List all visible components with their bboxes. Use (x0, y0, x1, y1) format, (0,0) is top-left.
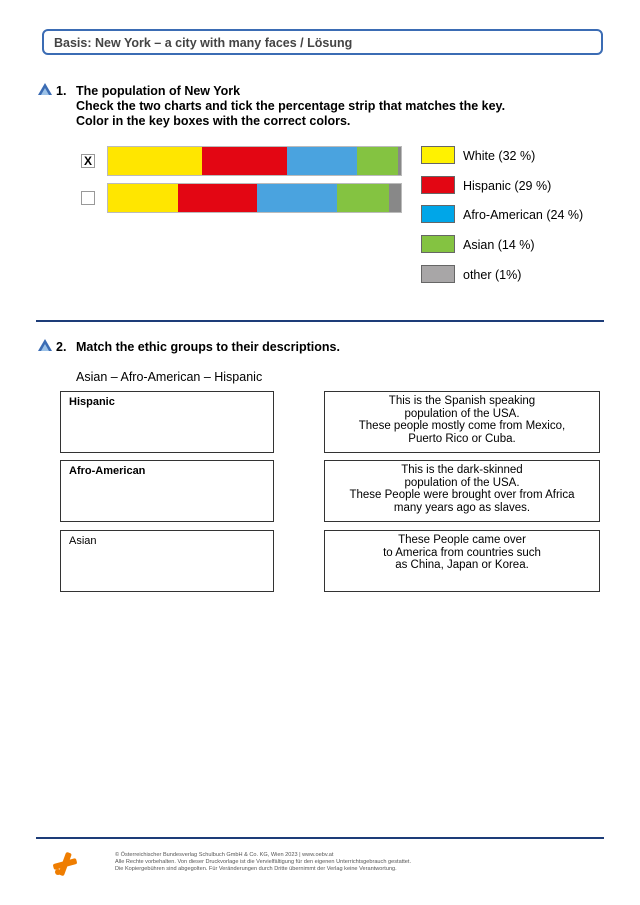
description-line: These People came over (398, 534, 526, 546)
task1-instruction-2: Color in the key boxes with the correct colors. (76, 114, 351, 128)
footer-line: © Österreichischer Bundesverlag Schulbuch GmbH & Co. KG, Wien 2023 | www.oebv.at (115, 852, 334, 858)
description-line: as China, Japan or Korea. (395, 559, 529, 571)
description-box-asian (324, 530, 600, 592)
task1-title: The population of New York (76, 84, 241, 98)
key-label-afro-american: Afro-American (24 %) (463, 208, 584, 222)
strip-segment (357, 147, 398, 175)
footer-divider (36, 837, 604, 839)
strip-segment (398, 147, 401, 175)
task2-number: 2. (56, 340, 67, 354)
key-label-hispanic: Hispanic (29 %) (463, 179, 552, 193)
strip-segment (257, 184, 336, 212)
task2-instruction: Match the ethic groups to their descriptions. (76, 340, 340, 354)
description-line: These people mostly come from Mexico, (358, 420, 566, 432)
header-box (42, 29, 603, 55)
footer-line: Die Kopiergebühren sind abgegolten. Für Veränderungen durch Dritte übernimmt der Verlag keine Verantwortung. (115, 866, 397, 872)
key-box-other (421, 265, 455, 283)
footer-line: Alle Rechte vorbehalten. Von dieser Druckvorlage ist die Vervielfältigung für den eigenen Unterrichtsgebrauch gestattet. (115, 859, 412, 865)
description-box-afro-american (324, 460, 600, 522)
task1-instruction: Check the two charts and tick the percentage strip that matches the key. (76, 99, 506, 113)
key-label-other: other (1%) (463, 268, 522, 282)
strip-segment (287, 147, 357, 175)
key-label-asian: Asian (14 %) (463, 238, 535, 252)
task1-number: 1. (56, 84, 67, 98)
strip-segment (337, 184, 390, 212)
strip-segment (178, 184, 257, 212)
section-divider (36, 320, 604, 322)
percentage-strip-1 (107, 146, 402, 176)
strip-segment (389, 184, 401, 212)
description-box-hispanic (324, 391, 600, 453)
description-line: This is the Spanish speaking (388, 395, 536, 407)
strip1-checkbox[interactable]: X (81, 154, 95, 168)
mountain-icon (38, 339, 52, 351)
description-line: population of the USA. (404, 407, 520, 420)
description-line: Puerto Rico or Cuba. (408, 432, 516, 445)
footer-copyright (115, 852, 411, 873)
group-box-asian[interactable]: Asian (60, 530, 274, 592)
strip2-checkbox[interactable] (81, 191, 95, 205)
key-box-afro-american (421, 205, 455, 223)
strip-segment (108, 147, 202, 175)
description-line: This is the dark-skinned (401, 464, 523, 476)
description-line: These People were brought over from Africa (349, 489, 575, 501)
key-box-asian (421, 235, 455, 253)
description-line: population of the USA. (404, 476, 520, 489)
description-line: to America from countries such (383, 546, 541, 559)
word-list: Asian – Afro-American – Hispanic (76, 370, 263, 384)
mountain-icon (38, 83, 52, 95)
strip-segment (108, 184, 178, 212)
key-label-white: White (32 %) (463, 149, 536, 163)
strip-segment (202, 147, 287, 175)
description-line: many years ago as slaves. (393, 501, 531, 514)
key-box-white (421, 146, 455, 164)
publisher-logo-icon (52, 851, 78, 877)
page-title: Basis: New York – a city with many faces / Lösung (54, 36, 353, 50)
group-box-hispanic[interactable]: Hispanic (60, 391, 274, 453)
key-box-hispanic (421, 176, 455, 194)
group-box-afro-american[interactable]: Afro-American (60, 460, 274, 522)
percentage-strip-2 (107, 183, 402, 213)
